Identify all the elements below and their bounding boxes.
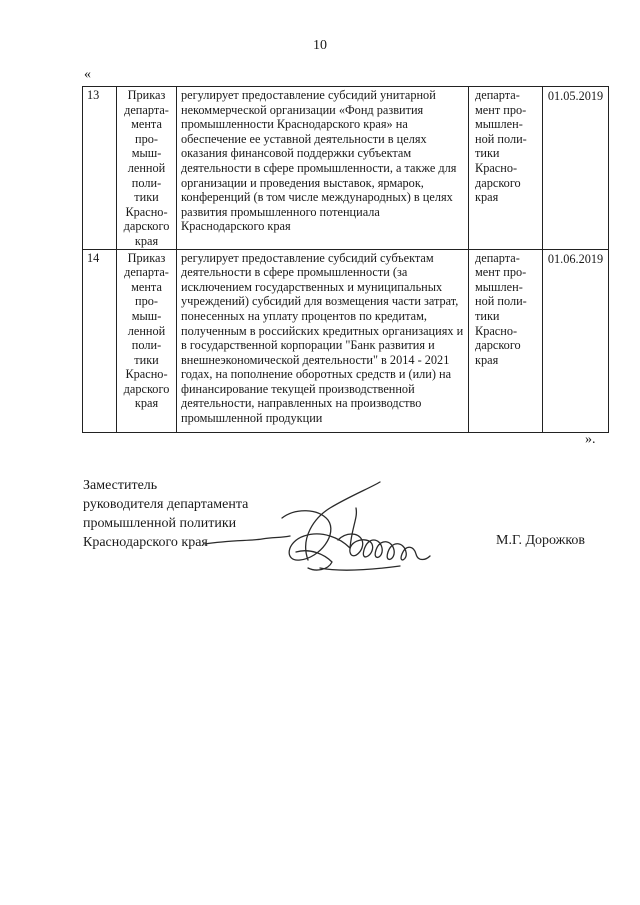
documents-table	[82, 86, 609, 433]
table-row	[83, 87, 609, 250]
document-description: регулирует предоставление субсидий унитарной некоммерческой организации «Фонд развития промышленности Краснодарского края» на обеспечение ее уставной деятельности в целях оказания финансовой поддержки субъектам деятельности в сфере промышленности, а также для организации и проведения выставок, ярмарок, конференций (в том числе международных) в целях развития промышленного потенциала Краснодарского края	[177, 87, 469, 250]
document-type: Приказ департа- мента про- мыш- ленной поли- тики Красно- дарского края	[117, 249, 177, 432]
document-description: регулирует предоставление субсидий субъектам деятельности в сфере промышленности (за исключением государственных и муниципальных учреждений) субсидий для возмещения части затрат, понесенных на уплату процентов по кредитам, полученным в российских кредитных организациях и в государственной корпорации "Банк развития и внешнеэкономической деятельности" в 2014 - 2021 годах, на пополнение оборотных средств и (или) на финансирование текущей производственной деятельности, направленных на производство промышленной продукции	[177, 249, 469, 432]
position-line: Заместитель	[83, 478, 158, 493]
position-line: руководителя департамента	[83, 497, 249, 512]
page-number: 10	[313, 38, 327, 53]
position-line: промышленной политики	[83, 516, 237, 531]
signer-name: М.Г. Дорожков	[496, 533, 586, 548]
close-quote: ».	[585, 432, 596, 447]
row-number: 13	[83, 87, 117, 250]
table-row	[83, 249, 609, 432]
responsible-department: департа- мент про- мышлен- ной поли- тики Красно- дарского края	[469, 249, 543, 432]
open-quote: «	[84, 67, 91, 82]
document-type: Приказ департа- мента про- мыш- ленной поли- тики Красно- дарского края	[117, 87, 177, 250]
responsible-department: департа- мент про- мышлен- ной поли- тики Красно- дарского края	[469, 87, 543, 250]
handwritten-signature	[200, 478, 440, 588]
effective-date: 01.06.2019	[543, 249, 609, 432]
effective-date: 01.05.2019	[543, 87, 609, 250]
row-number: 14	[83, 249, 117, 432]
position-line: Краснодарского края	[83, 535, 208, 550]
